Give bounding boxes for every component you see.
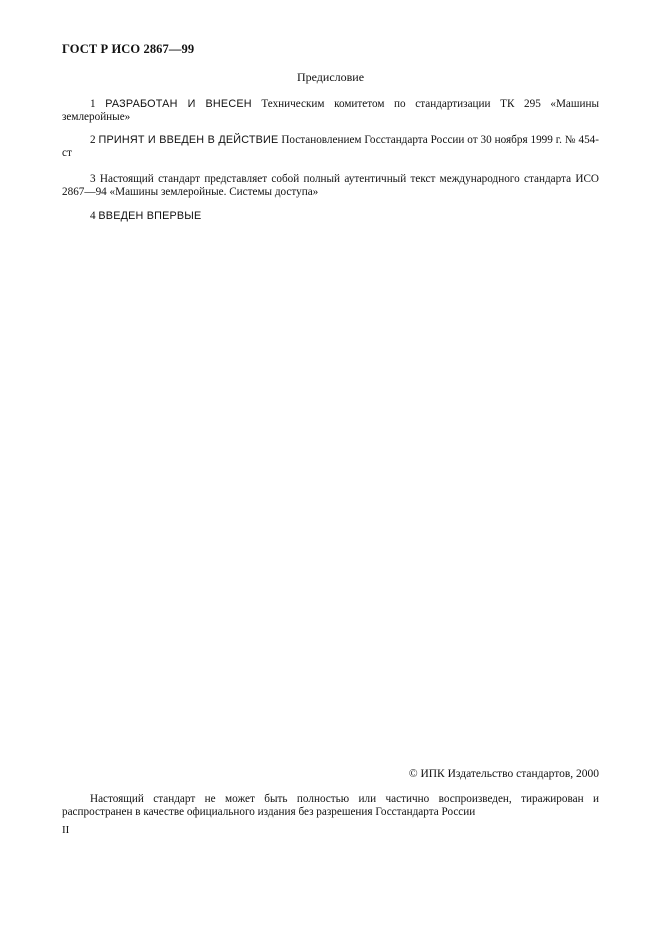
paragraph-number: 3 <box>90 173 96 185</box>
paragraph-caps-lead: ВВЕДЕН ВПЕРВЫЕ <box>98 210 202 222</box>
copyright-line: © ИПК Издательство стандартов, 2000 <box>408 768 599 780</box>
paragraph-text: Техническим комитетом по стандартизации ТК 295 «Машины землеройные» <box>62 98 600 123</box>
paragraph-number: 4 <box>90 210 96 222</box>
paragraph-text: Постановлением Госстандарта России от 30 ноября 1999 г. № 454-ст <box>62 134 599 159</box>
paragraph-caps-lead: ПРИНЯТ И ВВЕДЕН В ДЕЙСТВИЕ <box>98 134 279 146</box>
paragraph-1 <box>62 98 599 124</box>
page-number: II <box>62 824 70 836</box>
paragraph-4 <box>62 210 599 223</box>
paragraph-caps-lead: РАЗРАБОТАН И ВНЕСЕН <box>105 98 252 110</box>
reproduction-notice: Настоящий стандарт не может быть полностью или частично воспроизведен, тиражирован и распространен в качестве официального издания без разрешения Госстандарта России <box>62 793 599 818</box>
paragraph-number: 1 <box>90 98 96 110</box>
paragraph-3 <box>62 173 599 199</box>
section-title: Предисловие <box>296 70 365 84</box>
paragraph-number: 2 <box>90 134 96 146</box>
document-header: ГОСТ Р ИСО 2867—99 <box>62 42 195 56</box>
paragraph-text: Настоящий стандарт представляет собой полный аутентичный текст международного стандарта ИСО 2867—94 «Машины землеройные. Системы доступа» <box>62 173 599 198</box>
paragraph-2 <box>62 134 599 160</box>
